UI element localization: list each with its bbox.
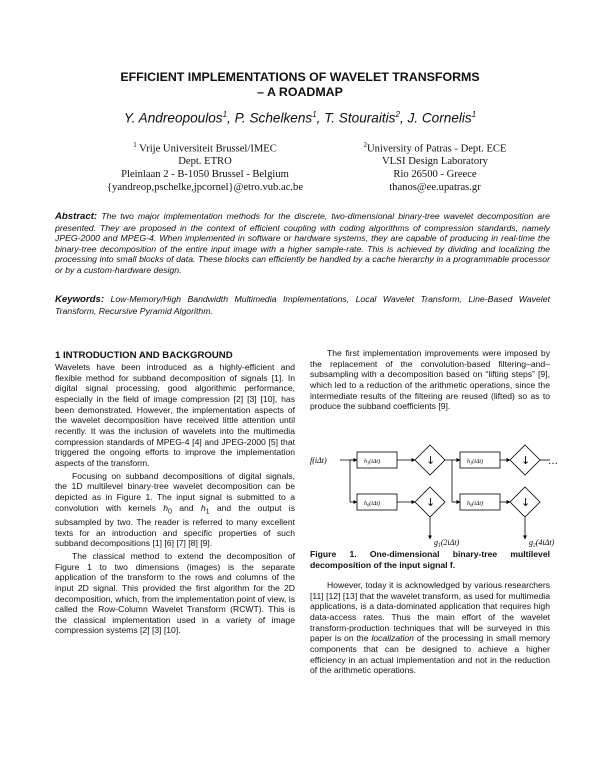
right-paragraph-1 <box>310 348 550 412</box>
intro-paragraph-2 <box>55 471 295 549</box>
abstract-text: The two major implementation methods for the discrete, two-dimensional binary-tree wavelet decomposition are presented. They are proposed in the context of efficient coupling with coding algorithms of compression standards, namely JPEG-2000 and MPEG-4. When implemented in software or hardware systems, they are capable of producing in real-time the binary-tree decomposition of the entire input image with a higher sample-rate. This is achieved by dividing and localizing the processing into small blocks of data. These blocks can efficiently be handled by a cache hierarchy in a programmable processor or by a custom-hardware design. <box>55 211 550 275</box>
author-list: Y. Andreopoulos$^1$, P. Schelkens$^1$, T. Stouraitis$^2$, J. Cornelis$^1$ <box>123 110 477 126</box>
downsample-arrow-icon: ↓ <box>426 496 436 509</box>
affiliation-line: Vrije Universiteit Brussel/IMEC <box>139 143 277 155</box>
author-name: Y. Andreopoulos <box>123 110 223 126</box>
filter-h0-label: $h_0(i\Delta t)$ <box>364 501 381 508</box>
downsample-arrow-icon: ↓ <box>521 454 531 467</box>
output-g2-label: g2(4iΔt) <box>529 538 555 547</box>
kernel-subscript: 0 <box>168 507 172 516</box>
title-line-2: – A ROADMAP <box>257 85 343 99</box>
paragraph-text: and <box>171 502 201 513</box>
emphasis-text: localization <box>371 633 414 644</box>
paragraph-text <box>310 580 550 676</box>
filter-h1-label: $h_1(i\Delta t)$ <box>364 459 381 466</box>
figure-1-diagram <box>308 435 560 547</box>
section-heading: 1 INTRODUCTION AND BACKGROUND <box>55 350 233 361</box>
kernel-subscript: 1 <box>205 507 210 516</box>
input-signal-label: f(iΔt) <box>310 456 327 465</box>
affiliation-email: thanos@ee.upatras.gr <box>389 181 481 193</box>
affiliation-mark: 2 <box>363 141 368 149</box>
affiliation-1 <box>90 139 320 195</box>
paper-title <box>60 70 540 100</box>
intro-paragraph-1: Wavelets have been introduced as a highly-efficient and flexible method for subband decomposition of signals [1]. In digital signal processing, good algorithmic performance, especially in the field of image compression [2] [3] [10], has been demonstrated. However, the implementation aspects of the wavelet decomposition have received little attention until recently. It was the inclusion of wavelets into the multimedia compression standards of MPEG-4 [4] and JPEG-2000 [5] that triggered the ongoing efforts to improve the implementation aspects of the transform. <box>55 362 295 468</box>
affiliation-line: Rio 26500 - Greece <box>393 169 477 181</box>
affiliation-line: University of Patras - Dept. ECE <box>367 143 507 155</box>
abstract <box>55 211 550 276</box>
author-name: T. Stouraitis <box>324 110 396 126</box>
affiliation-mark: 1 <box>133 141 137 149</box>
keywords-text: Low-Memory/High Bandwidth Multimedia Implementations, Local Wavelet Transform, Line-Based Wavelet Transform, Recursive Pyramid Algorithm. <box>55 294 550 316</box>
author-affil-mark: 1 <box>222 110 228 119</box>
output-g1-label: g1(2iΔt) <box>434 538 460 547</box>
keywords-label: Keywords: <box>55 294 105 305</box>
paragraph-text-part: However, today it is acknowledged by various researchers [11] [12] [13] that the wavelet transform, as used for multimedia applications, is a data-dominated application that requires high data-access rates. Thus the main effort of the wavelet transform-production techniques that will be surveyed in this paper is on the <box>310 580 550 644</box>
author-affil-mark: 1 <box>312 110 317 119</box>
keywords <box>55 294 550 316</box>
paragraph-text-part: of the processing in small memory components that can be designed to achieve a higher efficiency in an actual implementation and not in the reduction of the arithmetic operations. <box>310 633 551 676</box>
author-name: J. Cornelis <box>407 110 472 126</box>
author-affil-mark: 1 <box>471 110 477 119</box>
affiliation-line: VLSI Design Laboratory <box>382 156 488 168</box>
continuation-ellipsis: … <box>548 456 558 467</box>
title-line-1: EFFICIENT IMPLEMENTATIONS OF WAVELET TRANSFORMS <box>120 70 480 84</box>
affiliation-line: Dept. ETRO <box>178 156 232 168</box>
filter-h1-label: $h_1(i\Delta t)$ <box>467 459 484 466</box>
affiliation-email: {yandreop,pschelke,jpcornel}@etro.vub.ac.be <box>106 181 304 193</box>
author-name: P. Schelkens <box>234 110 313 126</box>
paragraph-text: Focusing on subband decompositions of digital signals, the 1D multilevel binary-tree wavelet decomposition can be depicted as in Figure 1. The input signal is submitted to a convolution with kernels <box>55 470 295 513</box>
intro-paragraph-3: The classical method to extend the decomposition of Figure 1 to two dimensions (images) is the separate application of the transform to the rows and columns of the input 2D signal. This provided the first algorithm for the 2D decomposition, which, from the implementation point of view, is called the Row-Column Wavelet Transform (RCWT). This is the classical implementation used in a variety of image compression systems [2] [3] [10]. <box>55 550 295 636</box>
downsample-arrow-icon: ↓ <box>521 496 531 509</box>
right-paragraph-2 <box>310 580 550 676</box>
kernel-symbol: h <box>200 502 206 513</box>
left-column <box>55 350 295 636</box>
downsample-arrow-icon: ↓ <box>426 454 436 467</box>
paragraph-text: and the output is subsampled by two. The reader is referred to many excellent texts for an introduction and specific properties of such subband decompositions [1] [6] [7] [8] [9]. <box>55 502 295 549</box>
author-affil-mark: 2 <box>395 110 400 119</box>
kernel-symbol: h <box>163 502 168 513</box>
filter-h0-label: $h_0(i\Delta t)$ <box>467 501 484 508</box>
affiliation-line: Pleinlaan 2 - B-1050 Brussel - Belgium <box>121 169 289 181</box>
affiliation-2 <box>320 139 550 195</box>
paragraph-text: The first implementation improvements were imposed by the replacement of the convolution-based filtering–and–subsampling with a decomposition based on “lifting steps” [9], which led to a reduction of the arithmetic operations, since the intermediate results of the filtering are reused (lifted) so as to produce the subband coefficients [9]. <box>310 348 550 412</box>
figure-caption: Figure 1. One-dimensional binary-tree multilevel decomposition of the input signal f. <box>310 549 550 570</box>
abstract-label: Abstract: <box>55 211 98 222</box>
